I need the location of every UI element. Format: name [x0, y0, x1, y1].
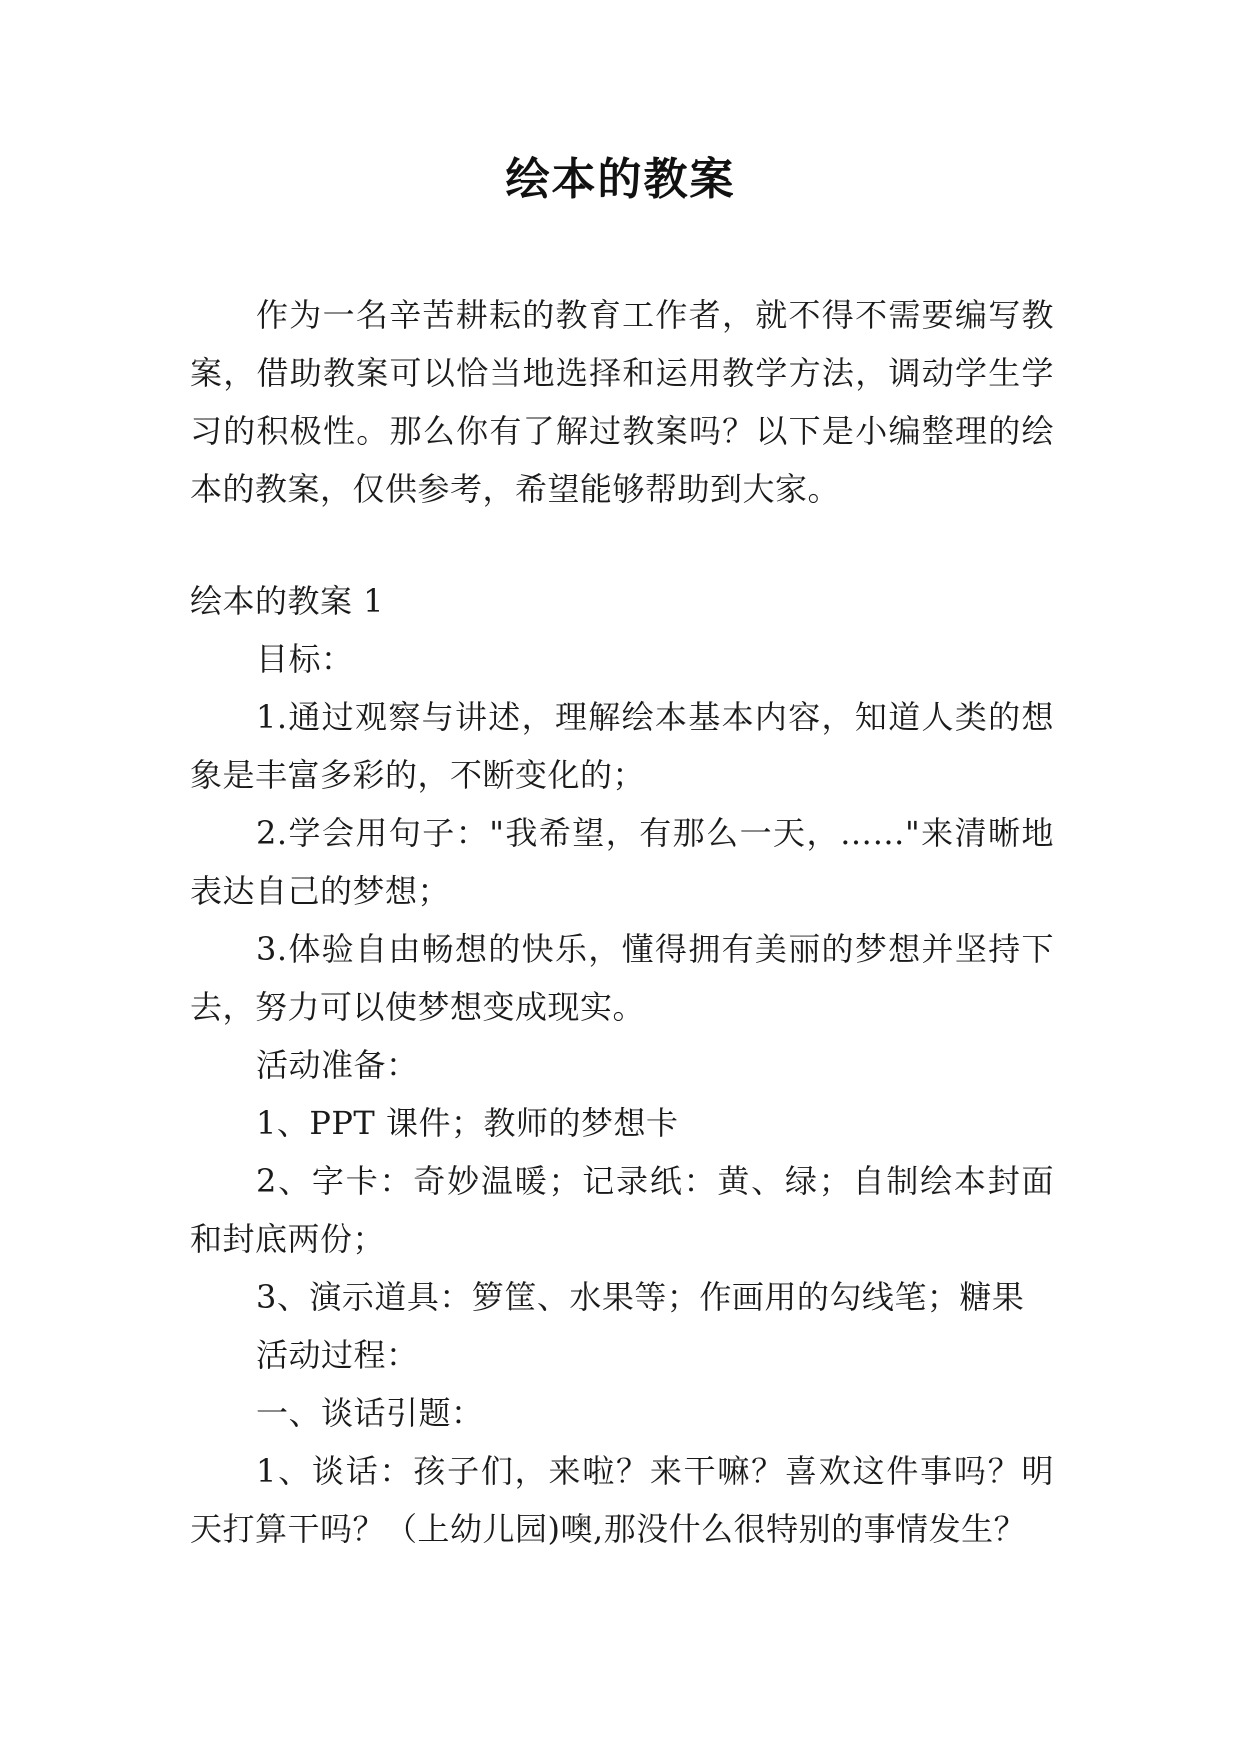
- process-step-text: 1、谈话：孩子们，来啦？来干嘛？喜欢这件事吗？明天打算干吗？（上幼儿园)噢,那没什么很特别的事情发生？: [190, 1452, 1054, 1548]
- document-body: [190, 286, 1054, 1558]
- intro-paragraph: 作为一名辛苦耕耘的教育工作者，就不得不需要编写教案，借助教案可以恰当地选择和运用教学方法，调动学生学习的积极性。那么你有了解过教案吗？以下是小编整理的绘本的教案，仅供参考，希望能够帮助到大家。: [190, 296, 1054, 508]
- goals-heading: 目标：: [256, 640, 354, 678]
- document-title: 绘本的教案: [505, 154, 736, 205]
- paragraph-spacer: [190, 518, 1054, 572]
- section-heading: 绘本的教案 1: [190, 582, 385, 620]
- goal-item-3: 3.体验自由畅想的快乐，懂得拥有美丽的梦想并坚持下去，努力可以使梦想变成现实。: [190, 930, 1054, 1026]
- preparation-item-3: 3、演示道具：箩筐、水果等；作画用的勾线笔；糖果: [256, 1278, 1025, 1316]
- preparation-item-1: 1、PPT 课件；教师的梦想卡: [256, 1104, 679, 1142]
- process-step-heading: 一、谈话引题：: [256, 1394, 484, 1432]
- goal-item-1: 1.通过观察与讲述，理解绘本基本内容，知道人类的想象是丰富多彩的，不断变化的；: [190, 698, 1054, 794]
- process-heading: 活动过程：: [256, 1336, 419, 1374]
- goal-item-2: 2.学会用句子："我希望，有那么一天，……"来清晰地表达自己的梦想；: [190, 814, 1054, 910]
- preparation-heading: 活动准备：: [256, 1046, 419, 1084]
- preparation-item-2: 2、字卡：奇妙温暖；记录纸：黄、绿；自制绘本封面和封底两份；: [190, 1162, 1054, 1258]
